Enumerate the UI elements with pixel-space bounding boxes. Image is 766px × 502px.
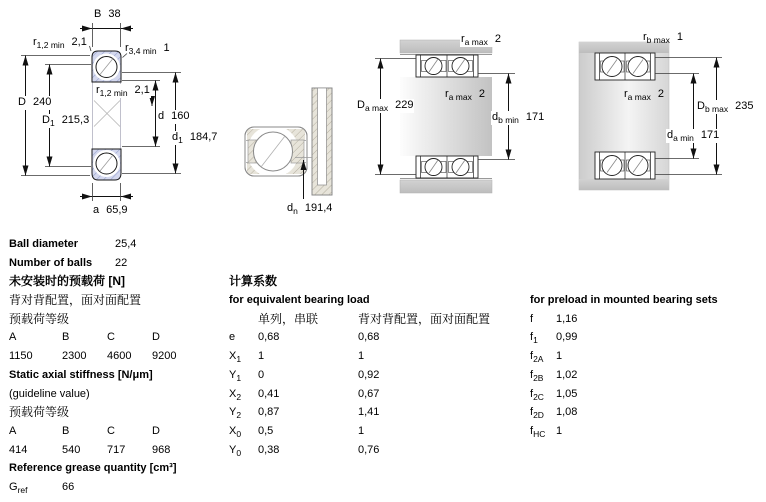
table-row: $f_{2A}$ 1 bbox=[530, 350, 563, 365]
grease-title: Reference grease quantity [cm³] bbox=[9, 462, 177, 475]
table-row: $f_1$ 0,99 bbox=[530, 331, 578, 346]
table-row: $f_{HC}$ 1 bbox=[530, 424, 563, 440]
dim-r12-mid-label: $r_{1,2 min}$ 2,1 bbox=[96, 84, 150, 99]
stiffness-note: (guideline value) bbox=[9, 387, 90, 400]
dim-Db-max-label: $D_{b max}$ 235 bbox=[697, 100, 754, 115]
dim-a-label: a 65,9 bbox=[93, 204, 128, 216]
dim-D-label: D 240 bbox=[18, 96, 52, 108]
dim-r34-label: $r_{3,4 min}$ 1 bbox=[125, 42, 170, 57]
table-row: e 0,68 0,68 bbox=[229, 331, 380, 344]
preload-values-row: 1150 2300 4600 9200 bbox=[9, 350, 177, 363]
table-row: $f_{2D}$ 1,08 bbox=[530, 406, 578, 421]
bearing-abutment-drawing bbox=[245, 88, 332, 199]
dim-B-label: B 38 bbox=[94, 8, 121, 20]
dim-ra-max-mid-label: $r_{a max}$ 2 bbox=[445, 88, 485, 103]
spec-left-column bbox=[9, 235, 177, 497]
preload-header-row: A B C D bbox=[9, 331, 160, 344]
dim-ra-max-mid2-label: $r_{a max}$ 2 bbox=[624, 88, 664, 103]
grease-row: $G_{ref}$ 66 bbox=[9, 480, 75, 496]
dim-Da-max-label: $D_{a max}$ 229 bbox=[357, 99, 414, 114]
calc-factors-table bbox=[229, 272, 490, 459]
calc-factors-header-row: 单列，串联 背对背配置，面对面配置 bbox=[258, 311, 491, 326]
table-row: $X_0$ 0,5 1 bbox=[229, 424, 365, 440]
table-row: $Y_1$ 0 0,92 bbox=[229, 368, 380, 384]
preload-factors-table bbox=[530, 291, 718, 441]
dim-dn-label: $d_n$ 191,4 bbox=[287, 202, 333, 217]
table-row: $Y_2$ 0,87 1,41 bbox=[229, 406, 380, 421]
number-of-balls-row bbox=[9, 254, 177, 273]
table-row: $f_{2B}$ 1,02 bbox=[530, 368, 578, 384]
table-row: $X_1$ 1 1 bbox=[229, 350, 365, 365]
table-row: $X_2$ 0,41 0,67 bbox=[229, 387, 380, 402]
preload-unmounted-subtitle: 背对背配置，面对面配置 bbox=[9, 293, 142, 308]
grease-value: 66 bbox=[62, 480, 75, 493]
table-row: $f_{2C}$ 1,05 bbox=[530, 387, 578, 402]
ball-diameter-label: Ball diameter bbox=[9, 238, 79, 250]
dim-db-min-label: $d_{b min}$ 171 bbox=[492, 111, 545, 126]
dim-da-min-label: $d_{a min}$ 171 bbox=[667, 129, 720, 144]
shaft-abutment-drawing bbox=[579, 42, 722, 190]
dim-D1-label: $D_1$ 215,3 bbox=[42, 114, 90, 129]
dim-d-label: d 160 bbox=[158, 110, 190, 122]
dim-ra-max-top-label: $r_{a max}$ 2 bbox=[461, 33, 501, 48]
table-row: $Y_0$ 0,38 0,76 bbox=[229, 443, 380, 458]
ball-diameter-value: 25,4 bbox=[115, 238, 137, 250]
number-of-balls-label: Number of balls bbox=[9, 256, 93, 269]
table-row: f 1,16 bbox=[530, 312, 578, 325]
dim-d1-label: $d_1$ 184,7 bbox=[172, 131, 218, 146]
stiffness-class-label: 预载荷等级 bbox=[9, 405, 70, 420]
dim-r12-top-label: $r_{1,2 min}$ 2,1 bbox=[33, 36, 87, 51]
stiffness-header-row: A B C D bbox=[9, 424, 160, 437]
ball-diameter-row bbox=[9, 235, 177, 254]
preload-factors-title: for preload in mounted bearing sets bbox=[530, 294, 718, 307]
preload-class-label: 预载荷等级 bbox=[9, 311, 70, 326]
calc-factors-title: 计算系数 bbox=[229, 274, 278, 289]
equivalent-load-title: for equivalent bearing load bbox=[229, 294, 370, 307]
preload-unmounted-title: 未安装时的预载荷 [N] bbox=[9, 274, 125, 289]
dim-rb-max-top-label: $r_{b max}$ 1 bbox=[643, 31, 683, 46]
number-of-balls-value: 22 bbox=[115, 256, 128, 269]
stiffness-values-row: 414 540 717 968 bbox=[9, 443, 171, 456]
stiffness-title: Static axial stiffness [N/μm] bbox=[9, 368, 153, 381]
